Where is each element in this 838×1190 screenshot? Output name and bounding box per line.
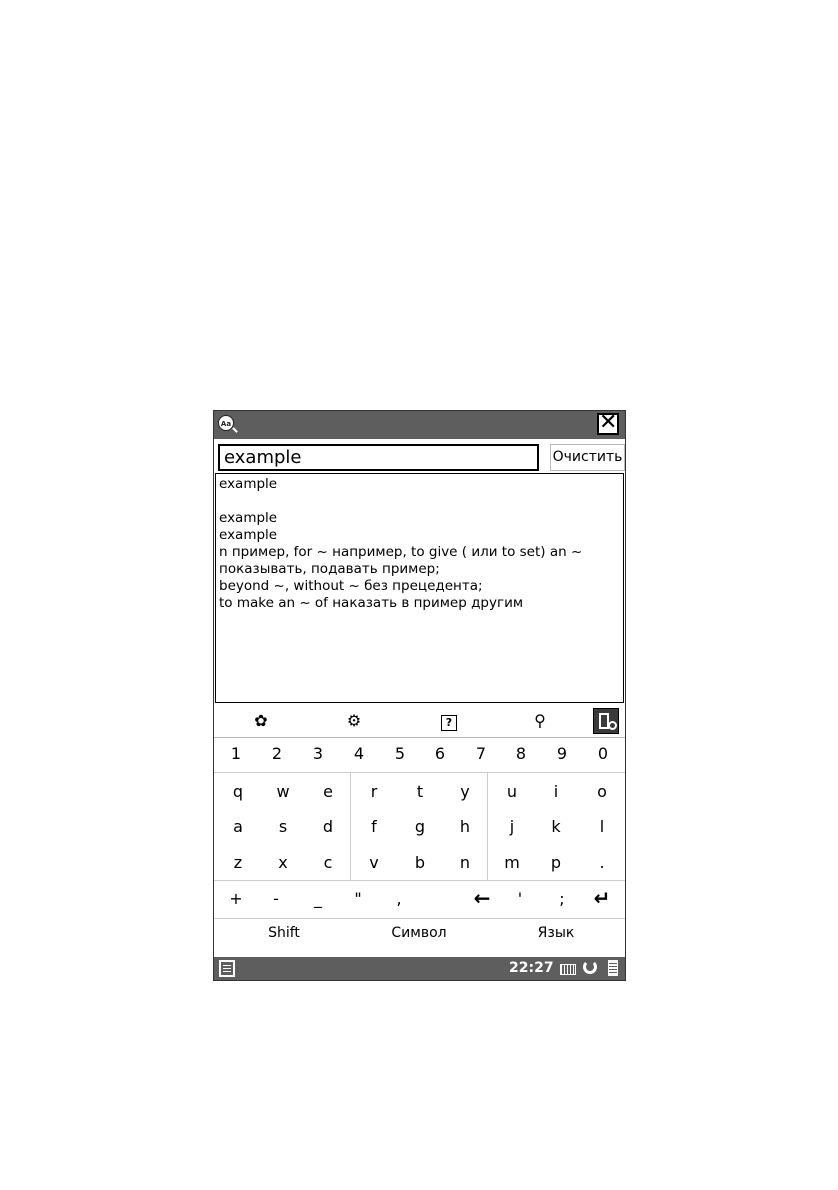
- key[interactable]: p: [550, 853, 562, 872]
- help-icon[interactable]: ?: [439, 711, 459, 731]
- key[interactable]: ←: [473, 886, 491, 910]
- key[interactable]: 3: [312, 744, 324, 763]
- search-input[interactable]: example: [218, 444, 539, 471]
- key[interactable]: j: [509, 817, 515, 836]
- search-icon[interactable]: ⚲: [534, 711, 546, 730]
- close-button[interactable]: ✕: [599, 410, 618, 435]
- status-bar: [214, 957, 625, 980]
- key[interactable]: i: [553, 782, 559, 801]
- dictionary-window: [213, 410, 626, 981]
- key[interactable]: 6: [434, 744, 446, 763]
- key[interactable]: Язык: [537, 925, 575, 941]
- key[interactable]: _: [314, 889, 322, 908]
- battery-icon: [608, 960, 618, 976]
- dictionary-app-icon: Aa: [218, 415, 234, 431]
- keyboard-divider: [350, 773, 351, 880]
- result-line: example: [219, 527, 278, 543]
- key[interactable]: ': [517, 889, 523, 908]
- key[interactable]: t: [416, 782, 424, 801]
- key[interactable]: ;: [559, 889, 565, 908]
- key[interactable]: 1: [230, 744, 242, 763]
- key[interactable]: 0: [597, 744, 609, 763]
- result-line: example: [219, 510, 278, 526]
- key[interactable]: u: [506, 782, 518, 801]
- key[interactable]: 7: [475, 744, 487, 763]
- key[interactable]: -: [273, 889, 279, 908]
- key[interactable]: s: [278, 817, 288, 836]
- key[interactable]: +: [229, 889, 243, 908]
- key[interactable]: ": [354, 889, 362, 908]
- key[interactable]: 8: [515, 744, 527, 763]
- key[interactable]: 2: [271, 744, 283, 763]
- keyboard-icon[interactable]: [560, 964, 576, 975]
- key[interactable]: w: [276, 782, 290, 801]
- keyboard-divider: [487, 773, 488, 880]
- result-line: to make an ~ of наказать в пример другим: [219, 595, 524, 611]
- key[interactable]: Символ: [391, 925, 447, 941]
- result-line: example: [219, 476, 278, 492]
- refresh-icon[interactable]: [583, 960, 597, 974]
- key[interactable]: o: [597, 782, 607, 801]
- result-line: [219, 493, 620, 510]
- key[interactable]: l: [599, 817, 605, 836]
- key[interactable]: h: [459, 817, 471, 836]
- key[interactable]: g: [414, 817, 426, 836]
- key[interactable]: Shift: [268, 925, 300, 941]
- key[interactable]: ,: [396, 889, 402, 908]
- key[interactable]: e: [323, 782, 333, 801]
- toolbar: [214, 705, 625, 738]
- key[interactable]: 4: [353, 744, 365, 763]
- key[interactable]: .: [599, 853, 605, 872]
- result-line: показывать, подавать пример;: [219, 561, 440, 577]
- key[interactable]: ↵: [593, 886, 611, 910]
- clock: 22:27: [509, 960, 554, 976]
- mode-switch-icon[interactable]: [593, 708, 619, 734]
- key[interactable]: y: [460, 782, 470, 801]
- key[interactable]: b: [414, 853, 426, 872]
- keyboard-divider: [214, 772, 625, 773]
- result-line: n пример, for ~ например, to give ( или to set) an ~: [219, 544, 583, 560]
- key[interactable]: c: [323, 853, 333, 872]
- key[interactable]: m: [504, 853, 520, 872]
- title-bar: [214, 411, 625, 439]
- key[interactable]: f: [371, 817, 377, 836]
- key[interactable]: x: [278, 853, 288, 872]
- number-row: [214, 744, 625, 770]
- dictionary-icon[interactable]: ✿: [254, 711, 268, 730]
- settings-icon[interactable]: ⚙: [346, 711, 362, 730]
- key[interactable]: 9: [556, 744, 568, 763]
- keyboard-divider: [214, 918, 625, 919]
- key[interactable]: d: [322, 817, 334, 836]
- key[interactable]: z: [233, 853, 243, 872]
- key[interactable]: n: [459, 853, 471, 872]
- clear-button[interactable]: Очистить: [550, 444, 625, 471]
- key[interactable]: a: [233, 817, 243, 836]
- translation-result: [215, 473, 624, 703]
- key[interactable]: 5: [394, 744, 406, 763]
- menu-icon[interactable]: [219, 960, 235, 977]
- key[interactable]: k: [551, 817, 561, 836]
- key[interactable]: r: [370, 782, 378, 801]
- key[interactable]: q: [232, 782, 244, 801]
- keyboard-divider: [214, 880, 625, 881]
- on-screen-keyboard: [214, 739, 625, 954]
- key[interactable]: v: [369, 853, 379, 872]
- result-line: beyond ~, without ~ без прецедента;: [219, 578, 483, 594]
